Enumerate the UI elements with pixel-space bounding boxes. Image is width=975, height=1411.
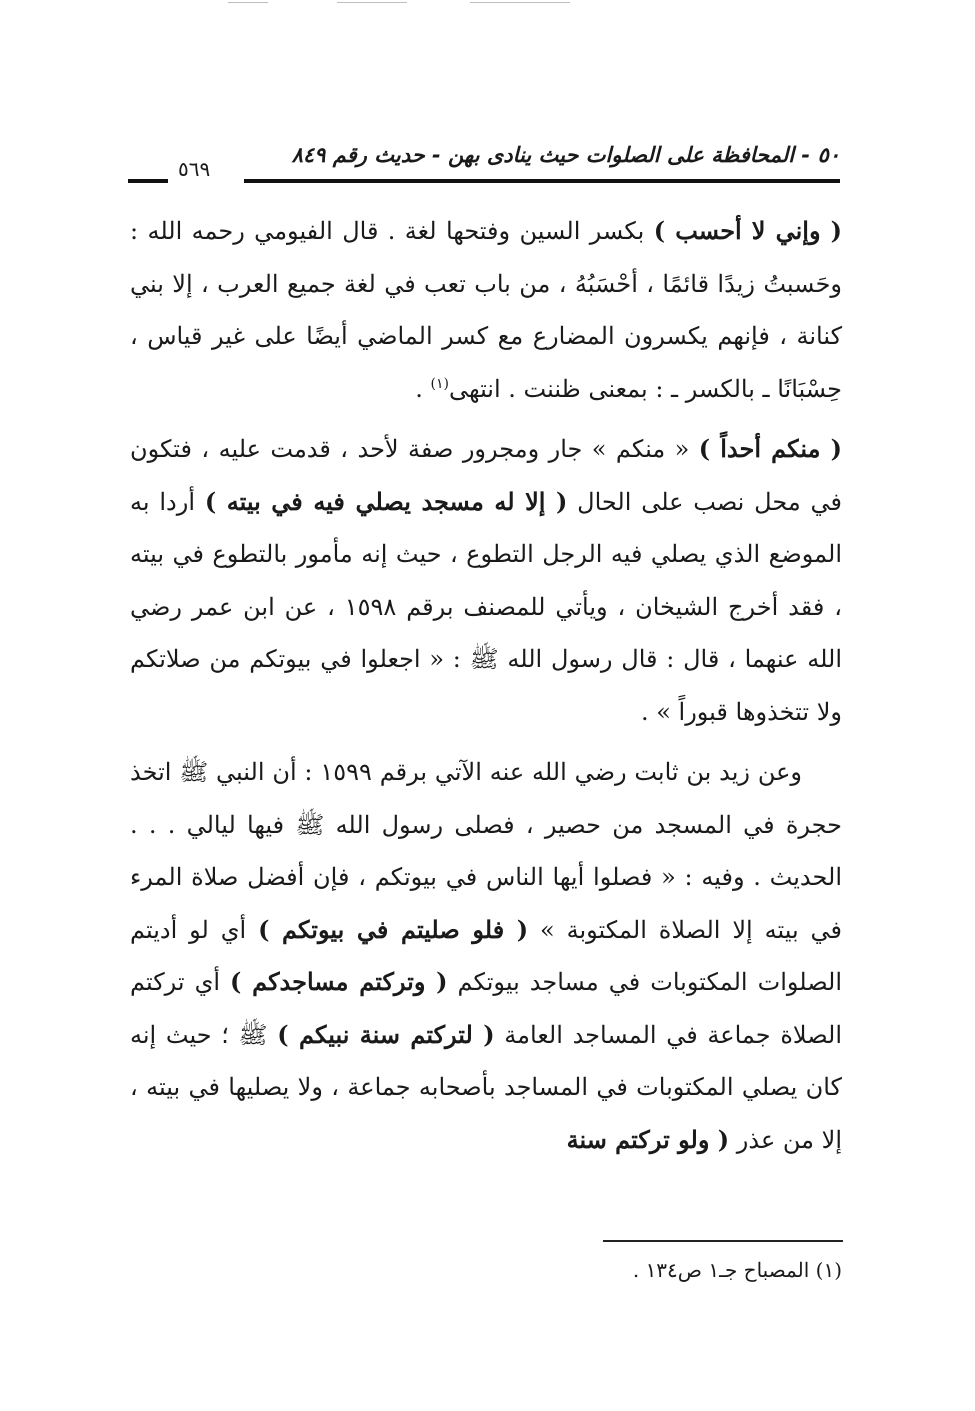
footnote-separator <box>603 1240 843 1242</box>
main-text <box>130 205 842 1166</box>
paragraph <box>130 746 842 1166</box>
scan-artifact <box>470 2 570 3</box>
scan-artifact <box>337 2 407 3</box>
paragraph <box>130 205 842 415</box>
text-run: أردا به الموضع الذي يصلي فيه الرجل التطوع ، حيث إنه مأمور بالتطوع في بيته ، فقد أخرج الشيخان ، ويأتي للمصنف برقم ١٥٩٨ ، عن ابن عمر رضي الله عنهما ، قال : قال رسول الله ﷺ : « اجعلوا في بيوتكم من صلاتكم ولا تتخذوها قبوراً » . <box>130 487 842 726</box>
bold-phrase: ( فلو صليتم في بيوتكم ) <box>258 914 529 944</box>
text-run: أي تركتم الصلاة جماعة في المساجد العامة <box>130 968 843 1049</box>
text-run: . <box>415 374 431 403</box>
bold-phrase: ( إلا له مسجد يصلي فيه في بيته ) <box>204 486 568 516</box>
header-rule <box>244 179 840 183</box>
bold-phrase: ( وتركتم مساجدكم ) <box>230 967 448 996</box>
bold-phrase: ( منكم أحداً ) <box>698 434 842 463</box>
text-run: أي لو أديتم الصلوات المكتوبات في مساجد بيوتكم <box>130 915 842 996</box>
text-run: بكسر السين وفتحها لغة . قال الفيومي رحمه الله : وحَسبتُ زيدًا قائمًا ، أحْسَبُهُ ، من باب تعب في لغة جميع العرب ، إلا بني كنانة ، فإنهم يكسرون المضارع مع كسر الماضي أيضًا على غير قياس ، حِسْبَانًا ـ بالكسر ـ : بمعنى ظننت . انتهى <box>130 217 842 403</box>
footnote: (١) المصباح جـ١ ص١٣٤ . <box>632 1258 842 1282</box>
bold-phrase: ( وإني لا أحسب ) <box>653 216 842 245</box>
running-header <box>128 143 840 191</box>
text-run: وعن زيد بن ثابت رضي الله عنه الآتي برقم ١٥٩٩ : أن النبي ﷺ اتخذ حجرة في المسجد من حصير ، فصلى رسول الله ﷺ فيها ليالي . . . الحديث . وفيه : « فصلوا أيها الناس في بيوتكم ، فإن أفضل صلاة المرء في بيته إلا الصلاة المكتوبة » <box>130 758 842 944</box>
text-run: « منكم » جار ومجرور صفة لأحد ، قدمت عليه ، فتكون في محل نصب على الحال <box>130 435 843 516</box>
bold-phrase: ( ولو تركتم سنة <box>566 1124 730 1154</box>
chapter-title: ٥٠ - المحافظة على الصلوات حيث ينادى بهن - حديث رقم ٨٤٩ <box>291 143 840 167</box>
bold-phrase: ( لتركتم سنة نبيكم ) <box>277 1019 495 1049</box>
page-number: ٥٦٩ <box>178 157 211 181</box>
page-number-rule <box>128 179 168 183</box>
scan-artifact <box>228 2 268 3</box>
paragraph <box>130 423 842 738</box>
footnote-reference: (١) <box>430 375 449 392</box>
text-run: ﷺ ؛ حيث إنه كان يصلي المكتوبات في المساجد بأصحابه جماعة ، ولا يصليها في بيته ، إلا من عذر <box>130 1020 842 1154</box>
